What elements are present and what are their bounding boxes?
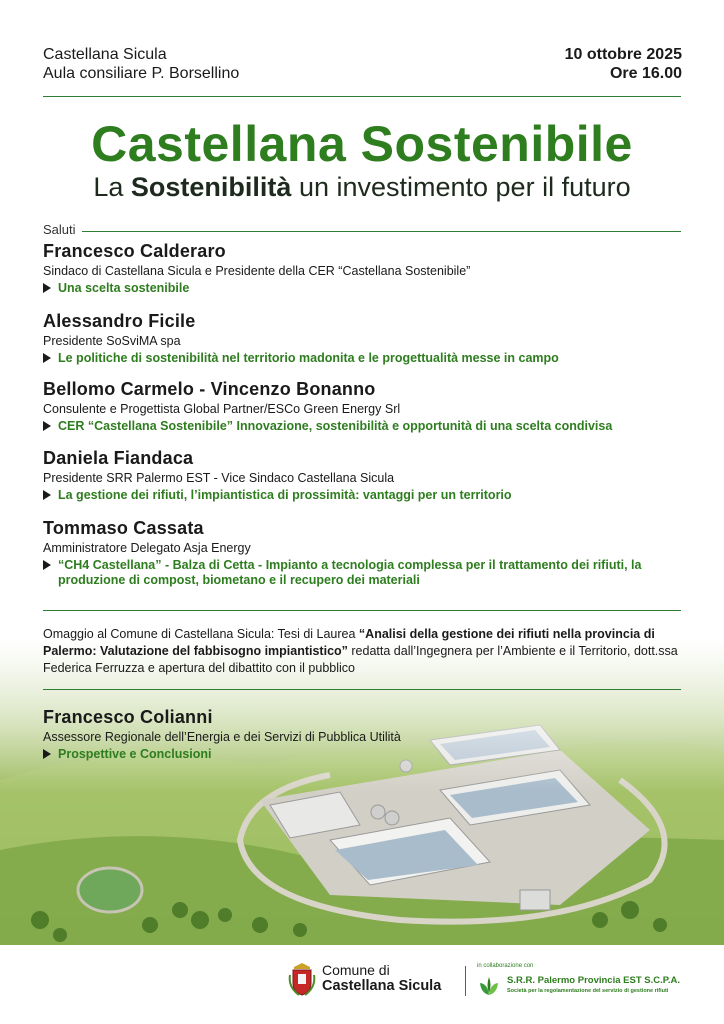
talk-title xyxy=(43,351,683,366)
omaggio-pre: Omaggio al Comune di Castellana Sicula: Tesi di Laurea xyxy=(43,627,359,641)
speaker-name: Tommaso Cassata xyxy=(43,518,204,538)
speaker-name: Daniela Fiandaca xyxy=(43,448,194,468)
comune-line1: Comune di xyxy=(322,962,390,978)
play-bullet-icon xyxy=(43,353,51,363)
talk-text: La gestione dei rifiuti, l’impiantistica di prossimità: vantaggi per un territorio xyxy=(58,488,512,502)
subtitle-pre: La xyxy=(93,172,131,202)
play-bullet-icon xyxy=(43,749,51,759)
talk-title xyxy=(43,419,683,434)
divider xyxy=(43,610,681,611)
talk-text: Le politiche di sostenibilità nel territorio madonita e le progettualità messe in campo xyxy=(58,351,559,365)
event-location xyxy=(43,45,239,83)
comune-logo-text xyxy=(322,962,441,994)
omaggio-thesis-title: “Analisi della gestione dei rifiuti nella provincia di Palermo: Valutazione del fabbisogno impiantistico” xyxy=(43,627,655,658)
talk-title xyxy=(43,488,683,503)
comune-line2: Castellana Sicula xyxy=(322,978,442,994)
talk-title xyxy=(43,558,683,588)
speaker-role: Consulente e Progettista Global Partner/ESCo Green Energy Srl xyxy=(43,402,401,416)
play-bullet-icon xyxy=(43,421,51,431)
speaker-block xyxy=(43,378,683,434)
speaker-name: Francesco Colianni xyxy=(43,707,213,727)
talk-title xyxy=(43,281,683,296)
speaker-name: Alessandro Ficile xyxy=(43,311,196,331)
speaker-role: Presidente SRR Palermo EST - Vice Sindaco Castellana Sicula xyxy=(43,471,395,485)
speaker-name: Francesco Calderaro xyxy=(43,241,226,261)
speaker-block xyxy=(43,240,683,296)
event-time: Ore 16.00 xyxy=(609,65,682,82)
talk-text: Una scelta sostenibile xyxy=(58,281,190,295)
talk-text: CER “Castellana Sostenibile” Innovazione, sostenibilità e opportunità di una scelta condivisa xyxy=(58,419,613,433)
speaker-role: Assessore Regionale dell’Energia e dei Servizi di Pubblica Utilità xyxy=(43,730,401,744)
talk-title xyxy=(43,747,683,762)
subtitle-bold: Sostenibilità xyxy=(130,172,292,202)
talk-text: “CH4 Castellana” - Balza di Cetta - Impianto a tecnologia complessa per il trattamento dei rifiuti, la produzione di compost, biometano e il recupero dei materiali xyxy=(58,558,642,587)
closing-speaker-block xyxy=(43,706,683,762)
speaker-name: Bellomo Carmelo - Vincenzo Bonanno xyxy=(43,379,376,399)
omaggio-paragraph xyxy=(43,626,685,677)
page-subtitle xyxy=(0,171,724,203)
divider xyxy=(82,231,681,232)
collab-label: in collaborazione con xyxy=(477,963,534,969)
speaker-block xyxy=(43,447,683,503)
event-datetime xyxy=(565,45,682,83)
speaker-role: Amministratore Delegato Asja Energy xyxy=(43,541,251,555)
speaker-role: Presidente SoSviMA spa xyxy=(43,334,181,348)
plant-landscape-illustration xyxy=(0,640,724,945)
location-town: Castellana Sicula xyxy=(43,46,167,63)
divider xyxy=(43,96,681,97)
play-bullet-icon xyxy=(43,560,51,570)
comune-crest-icon xyxy=(287,961,317,997)
page-title: Castellana Sostenibile xyxy=(91,116,633,172)
srr-subtitle: Società per la regolamentazione del servizio di gestione rifiuti xyxy=(507,988,669,994)
play-bullet-icon xyxy=(43,283,51,293)
leaf-logo-icon xyxy=(477,975,501,997)
subtitle-post: un investimento per il futuro xyxy=(291,172,631,202)
divider xyxy=(43,689,681,690)
location-venue: Aula consiliare P. Borsellino xyxy=(43,65,240,82)
play-bullet-icon xyxy=(43,490,51,500)
speaker-block xyxy=(43,517,683,588)
event-date: 10 ottobre 2025 xyxy=(564,46,682,63)
talk-text: Prospettive e Conclusioni xyxy=(58,747,212,761)
srr-name: S.R.R. Palermo Provincia EST S.C.P.A. xyxy=(507,975,680,986)
speaker-role: Sindaco di Castellana Sicula e Presidente della CER “Castellana Sostenibile” xyxy=(43,264,471,278)
footer-divider xyxy=(465,966,466,996)
speaker-block xyxy=(43,310,683,366)
omaggio-post: redatta dall’Ingegnera per l’Ambiente e il Territorio, dott.ssa Federica Ferruzza e apertura del dibattito con il pubblico xyxy=(43,644,678,675)
section-label: Saluti xyxy=(43,222,76,237)
